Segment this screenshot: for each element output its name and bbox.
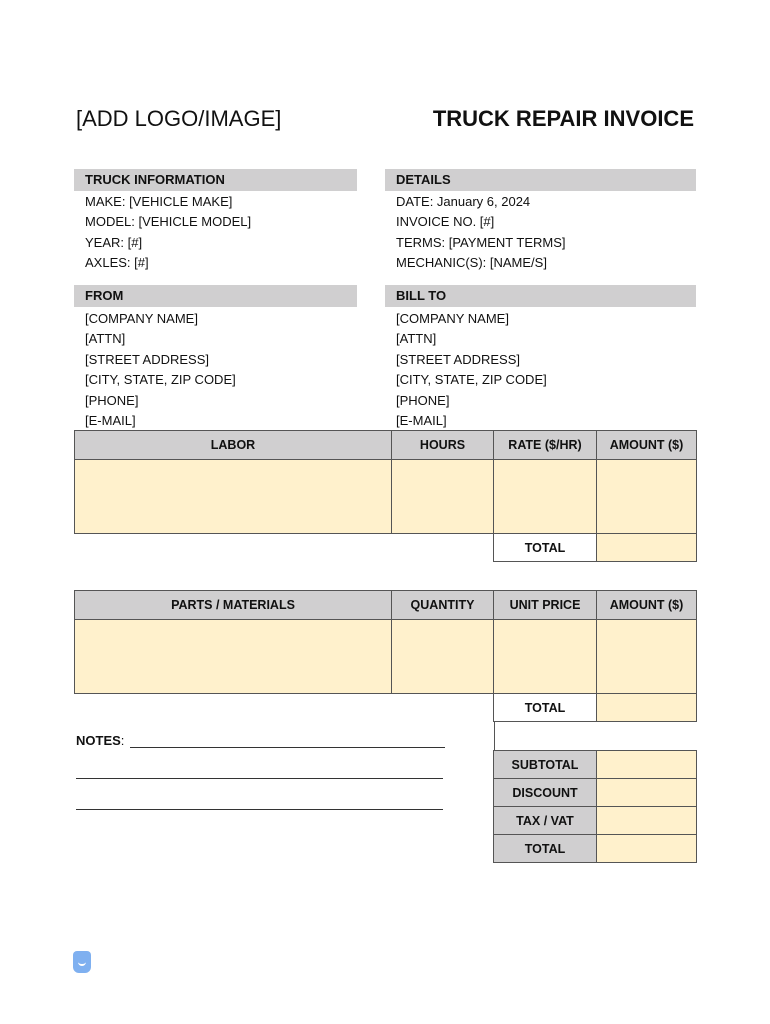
- details-lines: [396, 192, 566, 274]
- summary-table: [493, 750, 697, 863]
- hours-col-header: HOURS: [392, 431, 494, 460]
- from-lines: [85, 309, 236, 431]
- parts-amount-col-header: AMOUNT ($): [597, 591, 697, 620]
- truck-model[interactable]: MODEL: [VEHICLE MODEL]: [85, 214, 252, 230]
- parts-amount-cell[interactable]: [597, 620, 697, 694]
- from-street-address[interactable]: [STREET ADDRESS]: [85, 351, 210, 367]
- tax-vat-label: TAX / VAT: [494, 807, 597, 835]
- bill-to-company-name[interactable]: [COMPANY NAME]: [396, 311, 509, 326]
- subtotal-cell[interactable]: [597, 751, 697, 779]
- notes-label-text: NOTES: [76, 733, 121, 748]
- bill-to-email[interactable]: [E-MAIL]: [396, 413, 447, 429]
- labor-table: [74, 430, 697, 562]
- parts-description-cell[interactable]: [75, 620, 392, 694]
- quantity-col-header: QUANTITY: [392, 591, 494, 620]
- chat-bubble-icon[interactable]: [73, 951, 91, 973]
- parts-total-label: TOTAL: [494, 694, 597, 722]
- unit-price-col-header: UNIT PRICE: [494, 591, 597, 620]
- grand-total-label: TOTAL: [494, 835, 597, 863]
- labor-description-cell[interactable]: [75, 460, 392, 534]
- notes-colon: :: [120, 733, 125, 748]
- labor-col-header: LABOR: [75, 431, 392, 460]
- from-company-name[interactable]: [COMPANY NAME]: [85, 311, 198, 326]
- from-city-state-zip[interactable]: [CITY, STATE, ZIP CODE]: [85, 372, 236, 388]
- invoice-number[interactable]: INVOICE NO. [#]: [396, 214, 495, 230]
- parts-col-header: PARTS / MATERIALS: [75, 591, 392, 620]
- invoice-title: TRUCK REPAIR INVOICE: [432, 106, 694, 131]
- logo-placeholder: [ADD LOGO/IMAGE]: [76, 106, 282, 131]
- tax-vat-cell[interactable]: [597, 807, 697, 835]
- bill-to-attn[interactable]: [ATTN]: [396, 331, 437, 347]
- discount-label: DISCOUNT: [494, 779, 597, 807]
- rate-col-header: RATE ($/HR): [494, 431, 597, 460]
- notes-label: [76, 733, 124, 748]
- notes-line-2[interactable]: [76, 778, 443, 779]
- mechanic-names[interactable]: MECHANIC(S): [NAME/S]: [396, 255, 547, 271]
- truck-info-lines: [85, 192, 251, 274]
- truck-axles[interactable]: AXLES: [#]: [85, 255, 149, 271]
- parts-unit-price-cell[interactable]: [494, 620, 597, 694]
- subtotal-label: SUBTOTAL: [494, 751, 597, 779]
- discount-cell[interactable]: [597, 779, 697, 807]
- labor-amount-cell[interactable]: [597, 460, 697, 534]
- from-email[interactable]: [E-MAIL]: [85, 413, 136, 429]
- labor-spacer: [75, 534, 392, 562]
- from-attn[interactable]: [ATTN]: [85, 331, 126, 347]
- bill-to-city-state-zip[interactable]: [CITY, STATE, ZIP CODE]: [396, 372, 547, 388]
- from-phone[interactable]: [PHONE]: [85, 392, 139, 408]
- parts-total-cell[interactable]: [597, 694, 697, 722]
- labor-hours-cell[interactable]: [392, 460, 494, 534]
- bill-to-heading: BILL TO: [385, 285, 696, 307]
- details-heading: DETAILS: [385, 169, 696, 191]
- invoice-date[interactable]: DATE: January 6, 2024: [396, 194, 531, 209]
- notes-line-1[interactable]: [130, 747, 445, 748]
- bill-to-lines: [396, 309, 547, 431]
- summary-gap: [494, 721, 596, 750]
- notes-line-3[interactable]: [76, 809, 443, 810]
- labor-spacer: [392, 534, 494, 562]
- bill-to-street-address[interactable]: [STREET ADDRESS]: [396, 351, 521, 367]
- payment-terms[interactable]: TERMS: [PAYMENT TERMS]: [396, 234, 566, 250]
- labor-amount-col-header: AMOUNT ($): [597, 431, 697, 460]
- labor-total-label: TOTAL: [494, 534, 597, 562]
- labor-total-cell[interactable]: [597, 534, 697, 562]
- truck-make[interactable]: MAKE: [VEHICLE MAKE]: [85, 194, 233, 209]
- truck-info-heading: TRUCK INFORMATION: [74, 169, 357, 191]
- chat-smile-icon: [78, 960, 86, 966]
- parts-table: [74, 590, 697, 722]
- parts-quantity-cell[interactable]: [392, 620, 494, 694]
- bill-to-phone[interactable]: [PHONE]: [396, 392, 450, 408]
- grand-total-cell[interactable]: [597, 835, 697, 863]
- parts-spacer: [75, 694, 392, 722]
- truck-year[interactable]: YEAR: [#]: [85, 234, 143, 250]
- parts-spacer: [392, 694, 494, 722]
- from-heading: FROM: [74, 285, 357, 307]
- labor-rate-cell[interactable]: [494, 460, 597, 534]
